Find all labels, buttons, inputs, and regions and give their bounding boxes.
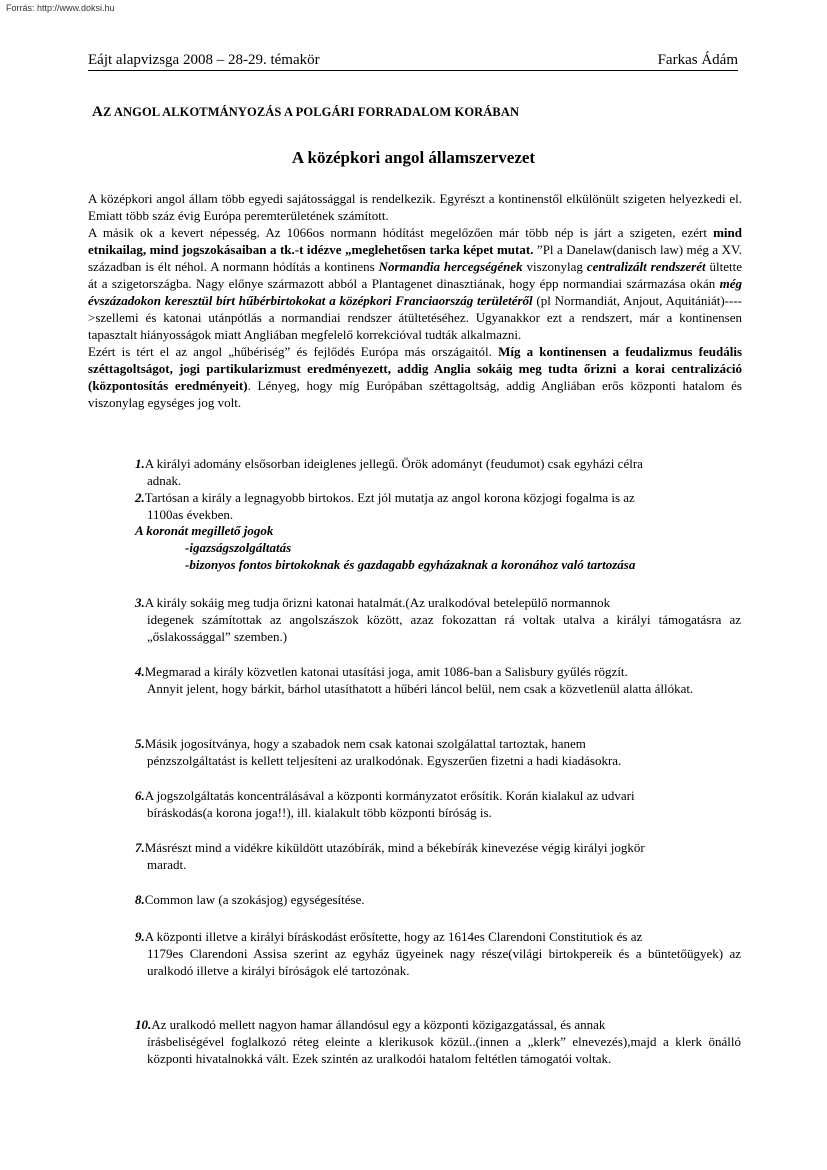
title-first-letter: A [92,104,103,120]
source-note: Forrás: http://www.doksi.hu [6,3,115,13]
item-continuation: pénzszolgáltatást is kellett teljesíteni az uralkodónak. Egyszerűen fizetni a hadi kiadásokra. [147,753,622,768]
text-run: ”Pl a Danelaw(danisch law) még a XV. században is élt néhol. A normann hódítás a kontinens [88,242,742,274]
item-text: Másrészt mind a vidékre kiküldött utazóbírák, mind a békebírák kinevezése végig királyi jogkör [144,840,645,855]
main-title [92,104,519,121]
list-item [135,455,741,489]
header-author: Farkas Ádám [657,52,738,68]
item-continuation: írásbeliségével foglalkozó réteg eleinte a klerikusok közül..(innen a „klerk” elnevezés),majd a klerk önálló központi hivatalnokká vált. Ezek szintén az uralkodói hatalom feltétlen támogatói voltak. [147,1034,741,1066]
item-number: 7. [135,840,145,855]
list-item [135,891,741,908]
item-number: 5. [135,736,145,751]
item-text: Tartósan a király a legnagyobb birtokos. Ezt jól mutatja az angol korona közjogi fogalma is az [144,490,635,505]
text-run: viszonylag [522,259,587,274]
item-number: 3. [135,595,145,610]
text-run: Ezért is tért el az angol „hűbériség” és fejlődés Európa más országaitól. [88,344,499,359]
text-run: . Lényeg, hogy míg Európában széttagoltság, addig Angliában erős központi hatalom és viszonylag egységes jog volt. [88,378,742,410]
list-item [135,787,741,821]
list-item [135,594,741,645]
rights-title: A koronát megillető jogok [135,523,274,538]
intro-paragraph-1: A középkori angol állam több egyedi sajátossággal is rendelkezik. Egyrészt a kontinenstől elkülönült szigeten helyezkedi el. Emiatt több száz évig Európa peremterületének számított. [88,191,742,223]
list-item [135,735,741,769]
item-text: A királyi adomány elsősorban ideiglenes jellegű. Örök adományt (feudumot) csak egyházi célra [144,456,643,471]
bold-italic-run: centralizált rendszerét [586,259,706,274]
item-number: 8. [135,892,145,907]
item-number: 1. [135,456,145,471]
page-header [88,50,738,71]
item-continuation: Annyit jelent, hogy bárkit, bárhol utasíthatott a hűbéri láncol belül, nem csak a közvetlenül alatta állókat. [147,681,694,696]
section-title: A középkori angol államszervezet [291,148,536,167]
bold-run: mind etnikailag, mind jogszokásaiban a tk.-t idézve „meglehetősen tarka képet mutat. [88,225,742,257]
intro-paragraph-2 [88,224,742,343]
title-rest: Z ANGOL ALKOTMÁNYOZÁS A POLGÁRI FORRADALOM KORÁBAN [102,105,520,119]
text-run: A másik ok a kevert népesség. Az 1066os normann hódítást megelőzően már több nép is járt a szigeten, ezért [88,225,714,240]
item-text: Common law (a szokásjog) egységesítése. [144,892,365,907]
list-item [135,663,741,697]
bold-italic-run: Normandia hercegségének [378,259,523,274]
list-item [135,489,741,523]
item-number: 9. [135,929,145,944]
item-continuation: 1100as években. [147,507,234,522]
list-item [135,928,741,979]
item-text: A központi illetve a királyi bíráskodást erősítette, hogy az 1614es Clarendoni Constitutiok és az [144,929,643,944]
list-item [135,839,741,873]
bold-run: Míg a kontinensen a feudalizmus feudális széttagoltságot, jogi partikularizmust eredményezett, addig Anglia sokáig meg tudta őrizni a korai centralizáció (központosítás eredményeit) [88,344,743,393]
item-number: 6. [135,788,145,803]
item-text: A jogszolgáltatás koncentrálásával a központi kormányzatot erősítik. Korán kialakul az udvari [144,788,635,803]
item-continuation: adnak. [147,473,182,488]
item-text: Az uralkodó mellett nagyon hamar állandósul egy a központi közigazgatással, és annak [151,1017,606,1032]
intro-paragraph-3 [88,343,742,411]
item-number: 10. [135,1017,152,1032]
rights-item: -bizonyos fontos birtokoknak és gazdagabb egyházaknak a koronához való tartozása [185,557,636,572]
list-item [135,1016,741,1067]
header-left: Eájt alapvizsga 2008 – 28-29. témakör [88,52,320,68]
text-run: (pl Normandiát, Anjout, Aquitániát)---->szellemi és katonai utánpótlás a normandiai rendszer átültetéséhez. Ugyanakkor ezt a rendszert, már a kontinensen tapasztalt hiányosságok miatt Angliában megfelelő korrekcióval tudták alkalmazni. [88,293,742,342]
item-number: 4. [135,664,145,679]
item-continuation: idegenek számítottak az angolszászok között, azaz fokozattan rá voltak utalva a királyi támogatásra az „őslakossággal” szemben.) [147,612,741,644]
item-text: A király sokáig meg tudja őrizni katonai hatalmát.(Az uralkodóval betelepülő normannok [144,595,611,610]
rights-item: -igazságszolgáltatás [185,540,292,555]
intro-text [88,190,742,411]
item-text: Másik jogosítványa, hogy a szabadok nem csak katonai szolgálattal tartoztak, hanem [144,736,586,751]
item-continuation: bíráskodás(a korona joga!!), ill. kialakult több központi bíróság is. [147,805,492,820]
item-text: Megmarad a király közvetlen katonai utasítási joga, amit 1086-ban a Salisbury gyűlés rögzít. [144,664,628,679]
item-continuation: maradt. [147,857,187,872]
item-continuation: 1179es Clarendoni Assisa szerint az egyház ügyeinek nagy része(világi birtokpereik és a büntetőügyek) az uralkodó illetve a királyi bíróságok elé tartozónak. [147,946,741,978]
text-run: ültette át a szigetországba. Nagy előnye származott abból a Plantagenet dinasztiának, hogy épp normandiai származása okán [88,259,742,291]
item-number: 2. [135,490,145,505]
bold-italic-run: még évszázadokon keresztül bírt hűbérbirtokokat a középkori Franciaország területéről [88,276,742,308]
